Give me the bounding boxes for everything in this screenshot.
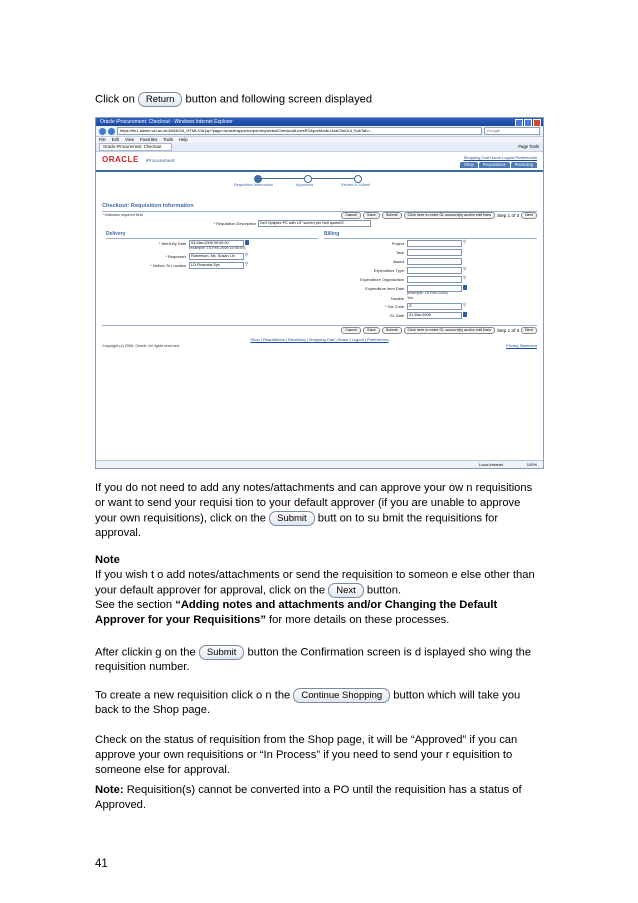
maximize-icon [524,119,532,127]
footer-links: Shop | Requisitions | Receiving | Shopping Cart | Home | Logout | Preferences [250,337,389,342]
calendar-icon [245,240,249,245]
gl-date-field: 01-Mar-2008 [407,312,462,319]
search-icon: ⚲ [245,261,249,266]
edit-lines-button: Click here to enter GL account(s) and/or edit lines [404,327,495,334]
submit-button-image: Submit [269,511,315,526]
edit-lines-button: Click here to enter GL account(s) and/or edit lines [404,212,495,219]
oracle-header [96,152,543,170]
section-reference: “Adding notes and attachments and/or Changing the Default Approver for your Requisitions” [95,599,498,627]
submit-button-image: Submit [199,645,245,660]
continue-shopping-button-image: Continue Shopping [293,688,390,703]
menu-help: Help [179,137,188,142]
need-by-label: * Need-By Date [158,241,186,246]
app-tabs [460,162,537,168]
menu-tools: Tools [163,137,173,142]
project-field [407,240,462,247]
save-button: Save [363,327,380,334]
product-name: iProcurement [146,159,175,164]
next-button: Next [521,212,537,219]
step-indicator: Step 1 of 3 [496,212,520,218]
search-field: Google [484,127,540,135]
expenditure-date-label: Expenditure Item Date [365,286,404,291]
p5-text-a: To create a new requisition click o n the [95,689,294,702]
calendar-icon [463,285,467,290]
paragraph-continue-shopping [95,688,543,718]
menu-view: View [124,137,134,142]
return-button-image: Return [138,92,183,107]
window-title: Oracle iProcurement: Checkout - Windows Internet Explorer [100,119,233,125]
tab-shop: Shop [460,162,478,168]
intro-text-after: button and following screen displayed [185,93,373,106]
train-label-3: Review & Submit [341,183,370,187]
p4-text-b: button the Confirmation screen is d isplayed sho wing the requisition number. [95,646,532,674]
billing-heading: Billing [324,231,340,237]
menu-favorites: Favorites [139,137,158,142]
next-button: Next [521,327,537,334]
train-step-2 [304,175,312,183]
award-label: Award [393,259,404,264]
bottom-rule [102,325,537,326]
submit-button: Submit [382,327,402,334]
train-step-3 [354,175,362,183]
copyright: Copyright (c) 2006, Oracle. All rights reserved. [102,344,180,348]
search-icon: ⚲ [463,275,467,280]
url-field: https://fin1.admin.ucl.ac.uk:8443/OA_HTML/OA.jsp?page=/oracle/apps/icx/por/req/webui/CheckoutLinesPG&porMode=&sbChkOut_SubTab=... [117,127,482,135]
browser-tools: Page Tools [518,144,539,150]
requester-label: * Requester [165,254,186,259]
window-titlebar [96,118,543,126]
intro-line [95,92,543,107]
tab-requisitions: Requisitions [479,162,510,168]
train-label-2: Approvers [296,183,314,187]
oracle-logo: ORACLE [102,155,139,164]
paragraph-submit [95,481,543,541]
window-controls [515,119,541,127]
intro-text-before: Click on [95,93,135,106]
taxable-label: Taxable [390,296,404,301]
top-actions [341,212,537,219]
bottom-actions [341,327,537,334]
browser-screenshot [95,117,544,469]
task-field [407,249,462,256]
search-icon: ⚲ [463,302,467,307]
minimize-icon [515,119,523,127]
train-label-1: Requisition Information [234,183,273,187]
next-button-image: Next [328,583,364,598]
p2-text-a: If you wish t o add notes/attachments or send the requisition to someon e else other than your default approver for approval, click on the [95,569,535,597]
expenditure-date-example: (example: 15-Feb-2008) [407,291,448,295]
paragraph-po-note [95,783,543,813]
expenditure-type-field [407,267,462,274]
task-label: Task [396,250,404,255]
train-step-1 [254,175,262,183]
p3-text-a: See the section [95,599,176,612]
page-number: 41 [95,858,108,870]
taxable-value: Yes [407,296,414,300]
required-note: * Indicates required field [102,213,143,217]
tab-receiving: Receiving [511,162,537,168]
forward-icon [108,128,115,135]
process-train [96,172,543,192]
back-icon [99,128,106,135]
deliver-to-label: * Deliver-To Location [150,263,186,268]
tax-code-label: * Tax Code [385,304,404,309]
page-title: Checkout: Requisition Information [102,203,194,209]
expenditure-org-field [407,276,462,283]
need-by-field: 03-Mar-2008 00:00:00 [189,240,244,247]
description-field: Dell Optiplex PC with 19" screen per Dell quote02. [258,220,371,227]
browser-tab-bar [96,143,543,152]
note-heading: Note [95,554,120,566]
search-icon: ⚲ [463,266,467,271]
p7-text: Requisition(s) cannot be converted into a PO until the requisition has a status of Approved. [95,784,522,811]
calendar-icon [463,312,467,317]
step-indicator: Step 1 of 3 [496,327,520,333]
delivery-rule [106,238,318,239]
global-links: Shopping Cart Home Logout Preferences [463,155,537,160]
search-icon: ⚲ [245,252,249,257]
status-zone: Local intranet [478,462,503,467]
address-bar [96,126,543,137]
expenditure-type-label: Expenditure Type [373,268,404,273]
privacy-link: Privacy Statement [506,344,537,348]
paragraph-status: Check on the status of requisition from the Shop page, it will be “Approved” if you can approve your own requisitions or “In Process” if you need to send your r equisition to someone else for approval. [95,734,518,776]
search-icon: ⚲ [463,239,467,244]
zoom-level: 100% [526,462,537,467]
p1-text-a: If you do not need to add any notes/attachments and can approve your ow n requisitions or want to send your requisi tion to your default approver (if you are unable to approve your own requisitions), click on the [95,482,533,525]
menu-file: File [99,137,106,142]
billing-rule [324,238,537,239]
award-field [407,258,462,265]
save-button: Save [363,212,380,219]
gl-date-label: GL Date [389,313,404,318]
browser-tab: Oracle iProcurement: Checkout [99,143,172,151]
project-label: Project [391,241,404,246]
requester-field: Robertson, Ms. Susan Lin [189,253,244,260]
p4-text-a: After clickin g on the [95,646,199,659]
paragraph-next [95,568,543,628]
menu-edit: Edit [111,137,119,142]
close-icon [533,119,541,127]
description-label: * Requisition Description [213,221,256,226]
submit-button: Submit [382,212,402,219]
need-by-example: (example: 15-Feb-2008 10:45:00) [189,246,246,250]
p1-text-b: butt on to su bmit the requisitions for approval. [95,512,499,540]
deliver-to-field: LD-Financial Sys [189,262,244,269]
cancel-button: Cancel [341,327,361,334]
delivery-heading: Delivery [106,231,126,237]
status-bar [96,460,543,468]
p5-text-b: button which will take you back to the Shop page. [95,689,521,717]
tax-code-field: S [407,303,462,310]
expenditure-org-label: Expenditure Organization [360,277,404,282]
paragraph-confirmation [95,645,543,675]
note-label: Note: [95,784,124,796]
p3-text-b: for more details on these processes. [265,614,450,627]
cancel-button: Cancel [341,212,361,219]
p2-text-b: button. [363,584,402,597]
